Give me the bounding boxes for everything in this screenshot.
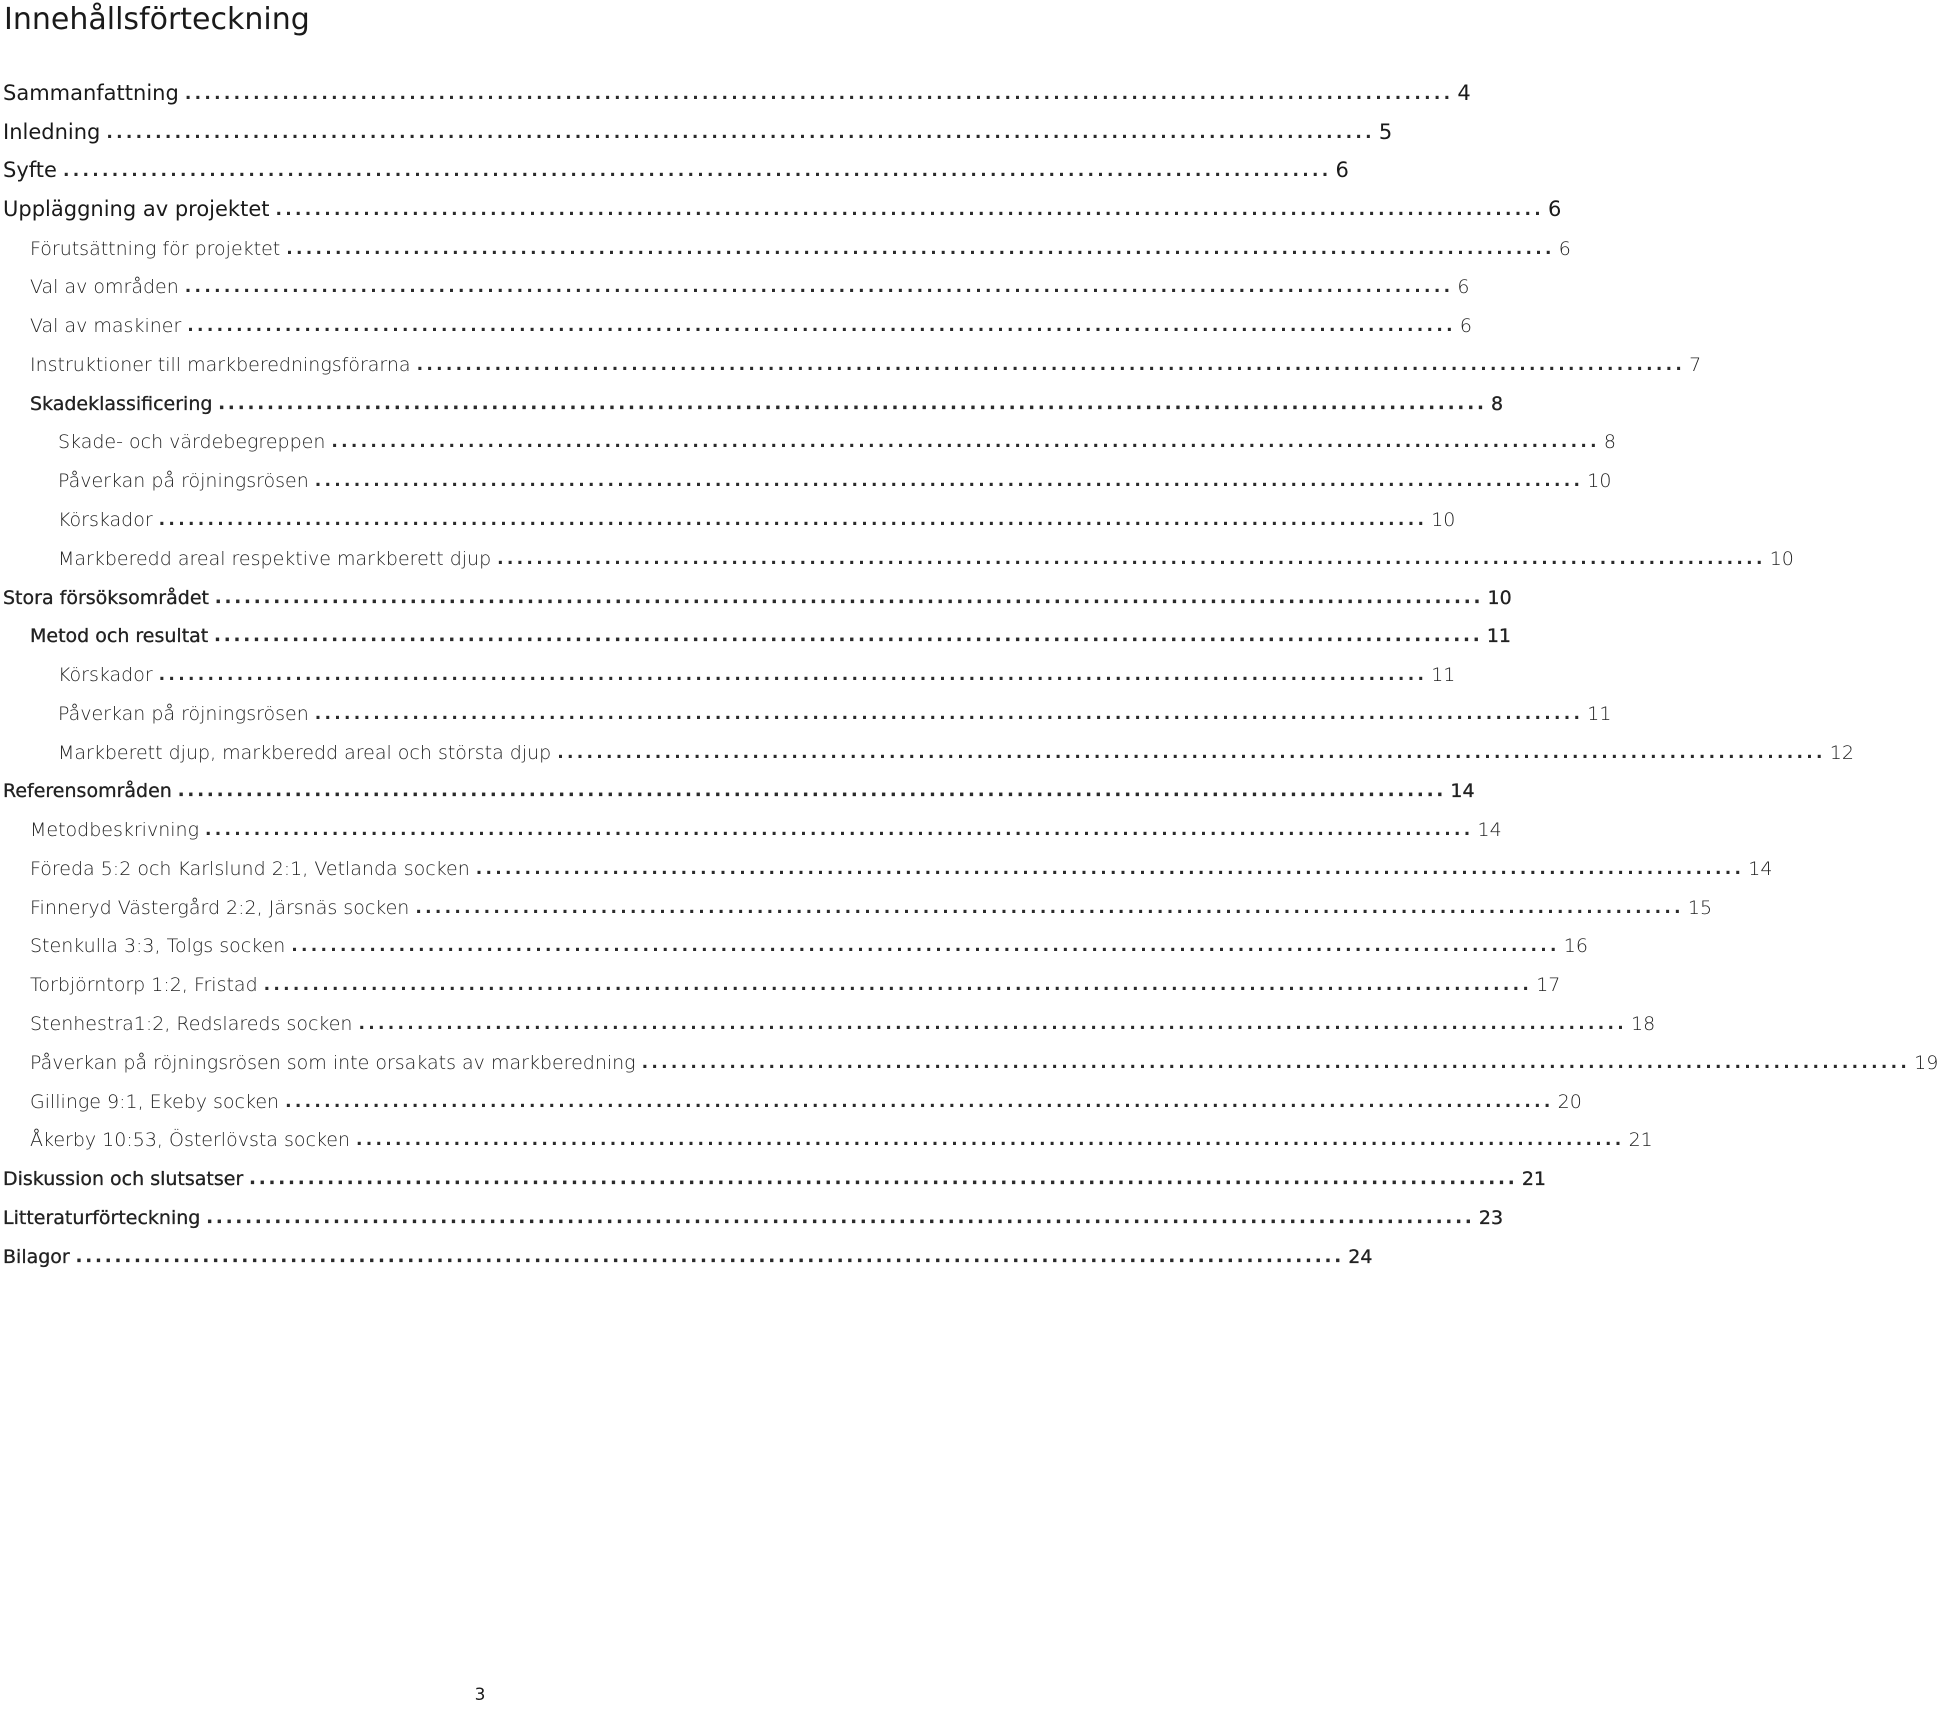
toc-entry-label: Sammanfattning <box>3 81 179 105</box>
toc-entry-label: Diskussion och slutsatser <box>3 1168 244 1190</box>
toc-entry-label: Påverkan på röjningsrösen som inte orsakats av markberedning <box>30 1052 636 1074</box>
toc-entry-label: Referensområden <box>3 780 172 802</box>
toc-entry-label: Gillinge 9:1, Ekeby socken <box>30 1091 280 1113</box>
toc-entry-label: Påverkan på röjningsrösen <box>58 703 309 725</box>
toc-entry[interactable] <box>30 618 1511 648</box>
toc-entry-page: 10 <box>1769 548 1794 570</box>
toc-dot-leader: .................................................................................................................................. <box>314 704 1584 724</box>
toc-entry-label: Förutsättning för projektet <box>30 238 281 260</box>
toc-entry-page: 7 <box>1689 354 1702 376</box>
toc-entry[interactable] <box>30 890 1713 920</box>
toc-entry-page: 6 <box>1558 238 1571 260</box>
toc-entry-label: Litteraturförteckning <box>3 1207 201 1229</box>
toc-dot-leader: .................................................................................................................................. <box>356 1130 1625 1150</box>
toc-dot-leader: .................................................................................................................................. <box>187 316 1456 336</box>
toc-dot-leader: .................................................................................................................................. <box>184 84 1454 104</box>
toc-entry[interactable] <box>58 463 1612 493</box>
toc-entry-label: Finneryd Västergård 2:2, Järsnäs socken <box>30 897 410 919</box>
toc-entry-label: Körskador <box>58 509 153 531</box>
toc-entry-label: Syfte <box>3 158 57 182</box>
toc-entry[interactable] <box>58 657 1456 687</box>
toc-entry[interactable] <box>58 502 1456 532</box>
toc-entry-label: Skade- och värdebegreppen <box>58 431 326 453</box>
toc-entry-page: 11 <box>1486 625 1511 647</box>
toc-entry-label: Metod och resultat <box>30 625 209 647</box>
toc-entry[interactable] <box>30 1122 1653 1152</box>
toc-dot-leader: .................................................................................................................................. <box>416 355 1686 375</box>
toc-entry[interactable] <box>30 851 1773 881</box>
toc-entry[interactable] <box>58 696 1612 726</box>
page-title: Innehållsförteckning <box>4 2 310 37</box>
toc-entry-page: 21 <box>1521 1168 1546 1190</box>
toc-entry[interactable] <box>3 76 1471 106</box>
toc-entry-label: Föreda 5:2 och Karlslund 2:1, Vetlanda socken <box>30 858 470 880</box>
toc-entry-label: Stenkulla 3:3, Tolgs socken <box>30 935 286 957</box>
toc-dot-leader: .................................................................................................................................. <box>206 1208 1475 1228</box>
toc-entry-label: Torbjörntorp 1:2, Fristad <box>30 974 258 996</box>
toc-entry-label: Instruktioner till markberedningsförarna <box>30 354 411 376</box>
toc-dot-leader: .................................................................................................................................. <box>214 588 1484 608</box>
toc-entry[interactable] <box>30 1006 1656 1036</box>
toc-dot-leader: .................................................................................................................................. <box>158 665 1428 685</box>
toc-entry-page: 14 <box>1450 780 1475 802</box>
toc-entry-page: 8 <box>1603 431 1617 453</box>
toc-entry[interactable] <box>3 1239 1373 1269</box>
toc-entry-label: Stora försöksområdet <box>3 587 209 609</box>
toc-entry-label: Åkerby 10:53, Österlövsta socken <box>30 1129 351 1151</box>
toc-entry[interactable] <box>30 1045 1938 1075</box>
toc-entry[interactable] <box>30 812 1502 842</box>
toc-dot-leader: .................................................................................................................................. <box>331 432 1600 452</box>
toc-entry-page: 6 <box>1459 315 1472 337</box>
toc-dot-leader: .................................................................................................................................. <box>314 471 1584 491</box>
toc-entry[interactable] <box>3 1161 1546 1191</box>
toc-entry-page: 21 <box>1628 1129 1653 1151</box>
toc-entry[interactable] <box>30 231 1571 261</box>
toc-entry-page: 10 <box>1431 509 1456 531</box>
toc-entry-label: Markberedd areal respektive markberett djup <box>58 548 492 570</box>
toc-dot-leader: .................................................................................................................................. <box>177 781 1447 801</box>
toc-entry[interactable] <box>58 735 1854 765</box>
toc-entry-page: 19 <box>1914 1052 1938 1074</box>
toc-dot-leader: .................................................................................................................................. <box>106 123 1375 143</box>
toc-dot-leader: .................................................................................................................................. <box>218 394 1487 414</box>
toc-dot-leader: .................................................................................................................................. <box>204 820 1474 840</box>
toc-entry-page: 14 <box>1748 858 1773 880</box>
toc-dot-leader: .................................................................................................................................. <box>75 1247 1345 1267</box>
toc-entry-page: 20 <box>1557 1091 1582 1113</box>
toc-entry[interactable] <box>30 269 1470 299</box>
toc-entry-page: 4 <box>1457 81 1471 105</box>
toc-entry[interactable] <box>30 347 1702 377</box>
toc-entry-page: 12 <box>1829 742 1854 764</box>
toc-entry[interactable] <box>58 424 1617 454</box>
toc-entry[interactable] <box>30 1084 1582 1114</box>
toc-dot-leader: .................................................................................................................................. <box>557 743 1826 763</box>
toc-entry[interactable] <box>3 153 1349 183</box>
toc-dot-leader: .................................................................................................................................. <box>415 898 1684 918</box>
toc-entry-page: 6 <box>1335 158 1349 182</box>
toc-dot-leader: .................................................................................................................................. <box>291 936 1560 956</box>
toc-dot-leader: .................................................................................................................................. <box>641 1053 1911 1073</box>
toc-entry[interactable] <box>3 1200 1504 1230</box>
toc-entry-label: Markberett djup, markberedd areal och största djup <box>58 742 552 764</box>
toc-dot-leader: .................................................................................................................................. <box>62 161 1332 181</box>
toc-entry[interactable] <box>30 928 1588 958</box>
toc-entry-page: 17 <box>1536 974 1561 996</box>
toc-entry-page: 11 <box>1431 664 1456 686</box>
toc-entry-label: Påverkan på röjningsrösen <box>58 470 309 492</box>
toc-entry-page: 24 <box>1348 1246 1373 1268</box>
toc-entry-label: Bilagor <box>3 1246 70 1268</box>
toc-dot-leader: .................................................................................................................................. <box>184 277 1454 297</box>
toc-entry-page: 15 <box>1687 897 1713 919</box>
toc-dot-leader: .................................................................................................................................. <box>249 1169 1518 1189</box>
toc-entry-label: Uppläggning av projektet <box>3 197 270 221</box>
toc-entry-label: Körskador <box>58 664 153 686</box>
toc-entry[interactable] <box>30 386 1504 416</box>
toc-entry-page: 11 <box>1587 703 1612 725</box>
toc-entry-page: 8 <box>1490 393 1504 415</box>
toc-entry-page: 6 <box>1548 197 1562 221</box>
toc-entry[interactable] <box>3 115 1393 145</box>
toc-dot-leader: .................................................................................................................................. <box>263 975 1533 995</box>
toc-entry-label: Metodbeskrivning <box>30 819 199 841</box>
toc-dot-leader: .................................................................................................................................. <box>285 1092 1554 1112</box>
toc-entry-page: 6 <box>1457 276 1470 298</box>
toc-entry-label: Val av maskiner <box>30 315 182 337</box>
toc-entry-label: Val av områden <box>30 276 179 298</box>
toc-entry[interactable] <box>3 580 1512 610</box>
toc-dot-leader: .................................................................................................................................. <box>286 239 1555 259</box>
toc-dot-leader: .................................................................................................................................. <box>275 200 1545 220</box>
toc-dot-leader: .................................................................................................................................. <box>497 549 1766 569</box>
toc-dot-leader: .................................................................................................................................. <box>475 859 1745 879</box>
toc-entry-page: 14 <box>1477 819 1502 841</box>
toc-entry[interactable] <box>30 308 1472 338</box>
toc-dot-leader: .................................................................................................................................. <box>158 510 1428 530</box>
toc-entry-page: 10 <box>1587 470 1612 492</box>
toc-entry-page: 5 <box>1378 120 1393 144</box>
toc-entry-page: 23 <box>1478 1207 1504 1229</box>
toc-entry-label: Stenhestra1:2, Redslareds socken <box>30 1013 353 1035</box>
toc-dot-leader: .................................................................................................................................. <box>214 626 1483 646</box>
toc-entry-label: Inledning <box>3 120 101 144</box>
toc-entry-label: Skadeklassificering <box>30 393 213 415</box>
toc-entry[interactable] <box>3 773 1475 803</box>
toc-entry-page: 16 <box>1563 935 1588 957</box>
toc-entry[interactable] <box>3 192 1562 222</box>
page-number: 3 <box>474 1685 486 1705</box>
toc-dot-leader: .................................................................................................................................. <box>358 1014 1628 1034</box>
toc-entry[interactable] <box>30 967 1561 997</box>
toc-entry-page: 10 <box>1487 587 1512 609</box>
toc-entry[interactable] <box>58 541 1794 571</box>
toc-entry-page: 18 <box>1631 1013 1656 1035</box>
